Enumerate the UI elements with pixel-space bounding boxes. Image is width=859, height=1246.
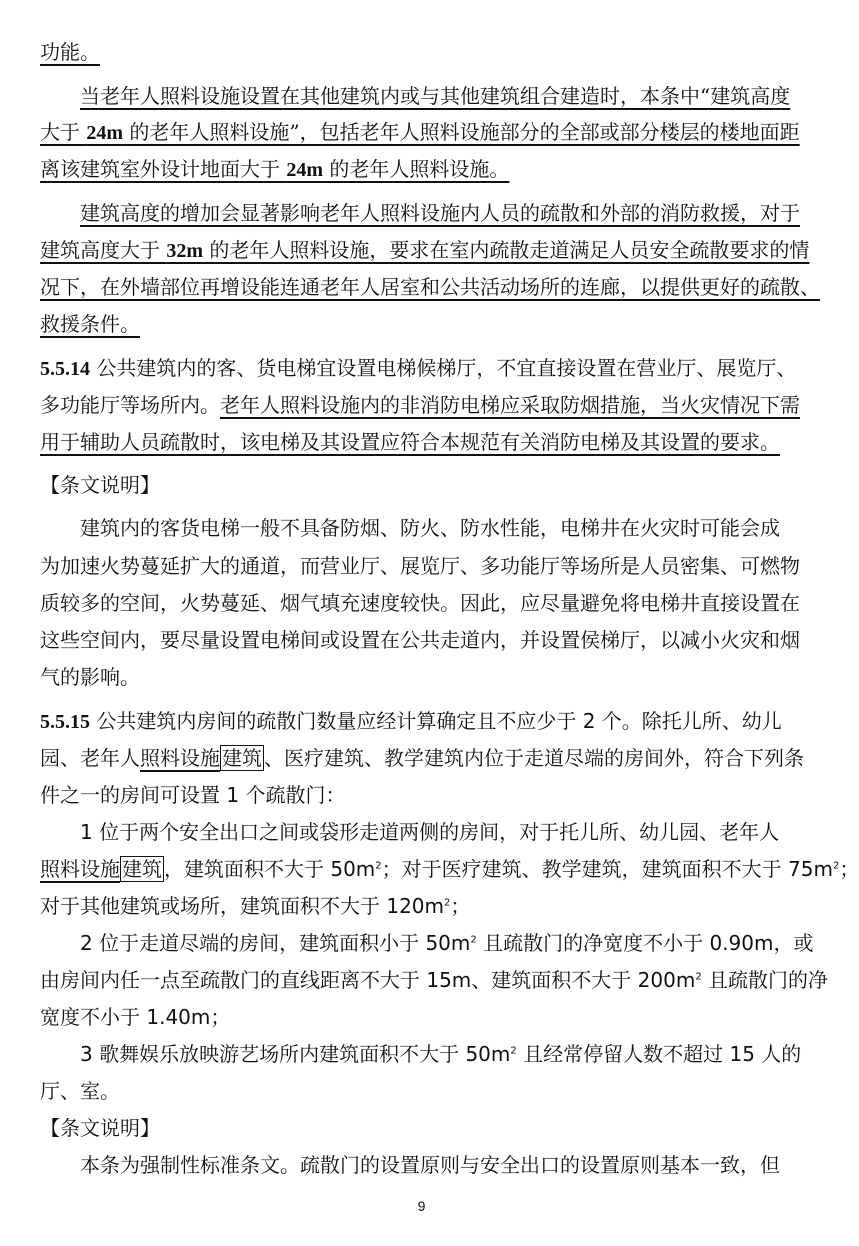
- list-item: 2 位于走道尽端的房间，建筑面积小于 $50m^2$ 且疏散门的净宽度不小于 0.90m，或: [80, 931, 814, 955]
- text-line: 照料设施 建筑 ，建筑面积不大于 $50m^2$；对于医疗建筑、教学建筑，建筑面积不大于 $75m^2$；: [40, 857, 859, 881]
- text-line: 宽度不小于 1.40m；: [40, 1005, 231, 1029]
- clause-5-5-14: 5.5.14 公共建筑内的客、货电梯宜设置电梯候梯厅，不宜直接设置在营业厅、展览厅、: [40, 356, 797, 380]
- clause-note-heading: 【条文说明】: [40, 473, 160, 497]
- page-number: 9: [417, 1198, 426, 1214]
- text-line: 多功能厅等场所内。老年人照料设施内的非消防电梯应采取防烟措施，当火灾情况下需: [40, 393, 800, 417]
- text-line: 当老年人照料设施设置在其他建筑内或与其他建筑组合建造时，本条中“建筑高度: [80, 84, 791, 108]
- text-line: 本条为强制性标准条文。疏散门的设置原则与安全出口的设置原则基本一致，但: [80, 1153, 780, 1177]
- boxed-text: 建筑: [122, 857, 162, 881]
- clause-number: 5.5.14: [40, 358, 90, 380]
- clause-number: 5.5.15: [40, 711, 90, 733]
- text-line: 园、老年人照料设施 建筑 、医疗建筑、教学建筑内位于走道尽端的房间外，符合下列条: [40, 746, 804, 770]
- text-line: 由房间内任一点至疏散门的直线距离不大于 15m、建筑面积不大于 $200m^2$ 且疏散门的净: [40, 968, 829, 992]
- text-line: 为加速火势蔓延扩大的通道，而营业厅、展览厅、多功能厅等场所是人员密集、可燃物: [40, 554, 800, 578]
- text-line: 大于 24m 的老年人照料设施”，包括老年人照料设施部分的全部或部分楼层的楼地面距: [40, 120, 800, 144]
- text-line: 气的影响。: [40, 665, 140, 689]
- clause-note-heading: 【条文说明】: [40, 1116, 160, 1140]
- list-item: 1 位于两个安全出口之间或袋形走道两侧的房间，对于托儿所、幼儿园、老年人: [80, 820, 780, 844]
- list-item: 3 歌舞娱乐放映游艺场所内建筑面积不大于 $50m^2$ 且经常停留人数不超过 15 人的: [80, 1042, 802, 1066]
- text-line: 建筑高度大于 32m 的老年人照料设施，要求在室内疏散走道满足人员安全疏散要求的情: [40, 238, 810, 262]
- boxed-text: 建筑: [222, 746, 262, 770]
- text-line: 厅、室。: [40, 1079, 120, 1103]
- text-line: 这些空间内，要尽量设置电梯间或设置在公共走道内，并设置侯梯厅，以减小火灾和烟: [40, 628, 800, 652]
- text-line: 救援条件。: [40, 312, 140, 336]
- text-line: 况下，在外墙部位再增设能连通老年人居室和公共活动场所的连廊，以提供更好的疏散、: [40, 275, 820, 299]
- text-line: 功能。: [40, 40, 100, 64]
- text-line: 建筑内的客货电梯一般不具备防烟、防火、防水性能，电梯井在火灾时可能会成: [80, 516, 780, 540]
- clause-5-5-15: 5.5.15 公共建筑内房间的疏散门数量应经计算确定且不应少于 2 个。除托儿所、幼儿: [40, 709, 782, 733]
- text-line: 建筑高度的增加会显著影响老年人照料设施内人员的疏散和外部的消防救援，对于: [80, 201, 800, 225]
- text-line: 对于其他建筑或场所，建筑面积不大于 $120m^2$；: [40, 894, 471, 918]
- text-line: 质较多的空间，火势蔓延、烟气填充速度较快。因此，应尽量避免将电梯井直接设置在: [40, 591, 800, 615]
- text-line: 离该建筑室外设计地面大于 24m 的老年人照料设施。: [40, 157, 510, 181]
- text-line: 用于辅助人员疏散时，该电梯及其设置应符合本规范有关消防电梯及其设置的要求。: [40, 430, 780, 454]
- text-line: 件之一的房间可设置 1 个疏散门：: [40, 783, 346, 807]
